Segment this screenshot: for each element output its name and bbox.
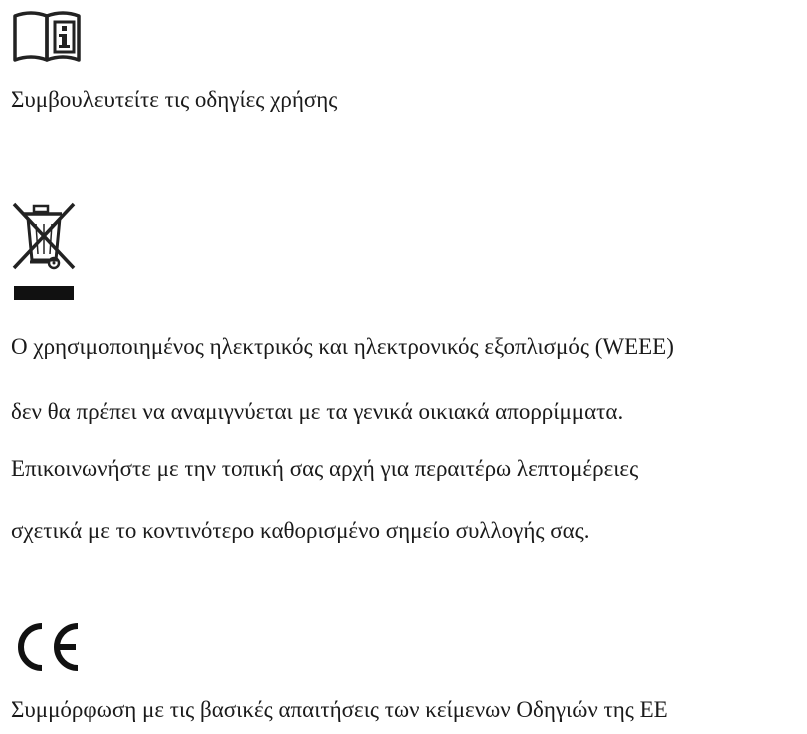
weee-crossed-bin-icon [10, 200, 80, 302]
weee-text-line: Ο χρησιμοποιημένος ηλεκτρικός και ηλεκτρονικός εξοπλισμός (WEEE) [11, 334, 674, 359]
consult-instructions-text: Συμβουλευτείτε τις οδηγίες χρήσης [11, 87, 338, 112]
weee-text-line: δεν θα πρέπει να αναμιγνύεται με τα γενικά οικιακά απορρίμματα. [11, 399, 624, 424]
ce-compliance-text: Συμμόρφωση με τις βασικές απαιτήσεις των κείμενων Οδηγιών της ΕΕ [11, 697, 668, 722]
weee-text-line: Επικοινωνήστε με την τοπική σας αρχή για περαιτέρω λεπτομέρειες [11, 456, 639, 481]
ce-mark-icon [12, 622, 84, 672]
consult-instructions-icon [11, 8, 83, 66]
weee-text-line: σχετικά με το κοντινότερο καθορισμένο σημείο συλλογής σας. [11, 518, 590, 543]
